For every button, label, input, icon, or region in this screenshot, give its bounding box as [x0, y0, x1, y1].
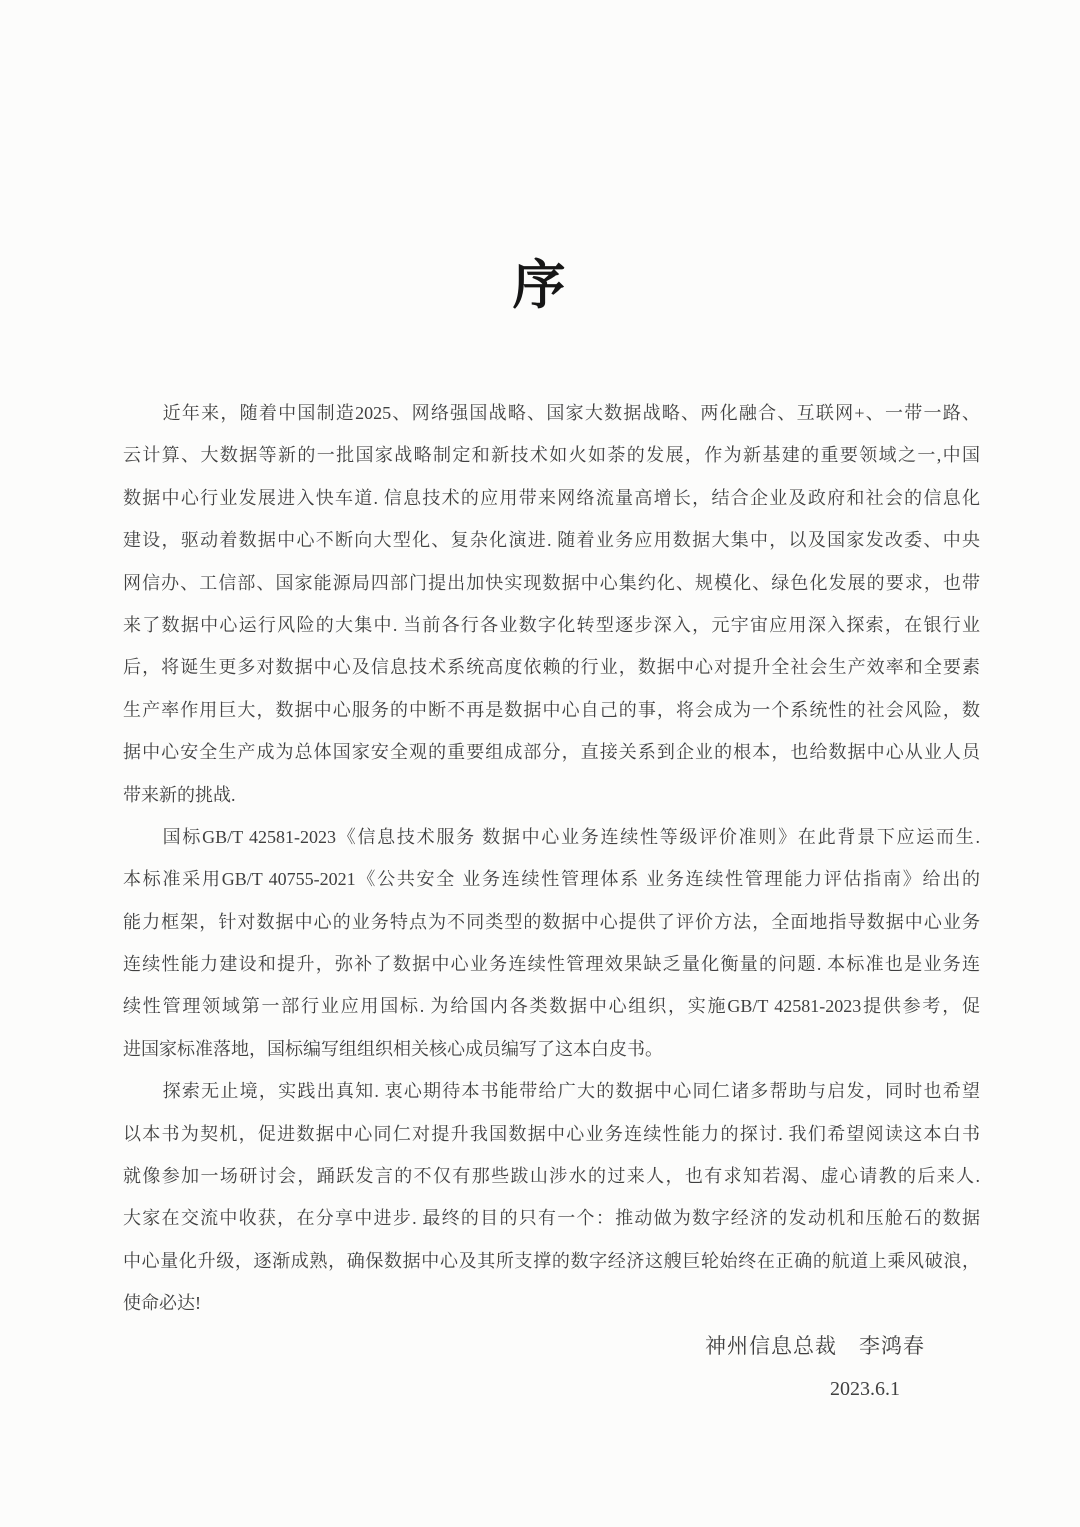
- text-line: 探索无止境，实践出真知. 衷心期待本书能带给广大的数据中心同仁诸多帮助与启发，同时也希望: [162, 1081, 980, 1102]
- signature-date: 2023.6.1: [830, 1378, 900, 1401]
- page-title: 序: [512, 257, 568, 315]
- text-line: 使命必达!: [123, 1293, 201, 1314]
- preface-body: [123, 392, 980, 1412]
- text-line: 近年来，随着中国制造2025、网络强国战略、国家大数据战略、两化融合、互联网+、一带一路、: [162, 403, 980, 423]
- text-line: 续性管理领域第一部行业应用国标. 为给国内各类数据中心组织，实施GB/T 42581-2023提供参考，促: [123, 996, 980, 1017]
- text-line: 后，将诞生更多对数据中心及信息技术系统高度依赖的行业，数据中心对提升全社会生产效率和全要素: [123, 657, 980, 678]
- text-line: 来了数据中心运行风险的大集中. 当前各行各业数字化转型逐步深入，元宇宙应用深入探索，在银行业: [123, 614, 980, 635]
- text-line: 中心量化升级，逐渐成熟，确保数据中心及其所支撑的数字经济这艘巨轮始终在正确的航道上乘风破浪，: [123, 1250, 980, 1271]
- text-line: 数据中心行业发展进入快车道. 信息技术的应用带来网络流量高增长，结合企业及政府和社会的信息化: [123, 487, 980, 508]
- text-line: 以本书为契机，促进数据中心同仁对提升我国数据中心业务连续性能力的探讨. 我们希望阅读这本白书: [123, 1123, 980, 1144]
- text-line: 据中心安全生产成为总体国家安全观的重要组成部分，直接关系到企业的根本，也给数据中心从业人员: [123, 742, 980, 763]
- signature: 神州信息总裁 李鸿春: [705, 1334, 925, 1359]
- text-line: 连续性能力建设和提升，弥补了数据中心业务连续性管理效果缺乏量化衡量的问题. 本标准也是业务连: [123, 954, 980, 975]
- text-line: 就像参加一场研讨会，踊跃发言的不仅有那些跋山涉水的过来人，也有求知若渴、虚心请教的后来人.: [123, 1166, 980, 1187]
- text-line: 云计算、大数据等新的一批国家战略制定和新技术如火如荼的发展，作为新基建的重要领域之一,中国: [123, 445, 980, 466]
- text-line: 能力框架，针对数据中心的业务特点为不同类型的数据中心提供了评价方法，全面地指导数据中心业务: [123, 911, 980, 932]
- text-line: 本标准采用GB/T 40755-2021《公共安全 业务连续性管理体系 业务连续性管理能力评估指南》给出的: [123, 869, 980, 890]
- text-line: 国标GB/T 42581-2023《信息技术服务 数据中心业务连续性等级评价准则》在此背景下应运而生.: [162, 826, 980, 847]
- text-line: 大家在交流中收获，在分享中进步. 最终的目的只有一个：推动做为数字经济的发动机和压舱石的数据: [123, 1208, 980, 1229]
- text-line: 建设，驱动着数据中心不断向大型化、复杂化演进. 随着业务应用数据大集中，以及国家发改委、中央: [123, 530, 980, 551]
- preface-paragraphs: [123, 392, 980, 1325]
- text-line: 网信办、工信部、国家能源局四部门提出加快实现数据中心集约化、规模化、绿色化发展的要求，也带: [123, 572, 980, 593]
- text-line: 带来新的挑战.: [123, 784, 236, 805]
- text-line: 生产率作用巨大，数据中心服务的中断不再是数据中心自己的事，将会成为一个系统性的社会风险，数: [123, 699, 980, 720]
- text-line: 进国家标准落地，国标编写组组织相关核心成员编写了这本白皮书。: [123, 1038, 663, 1059]
